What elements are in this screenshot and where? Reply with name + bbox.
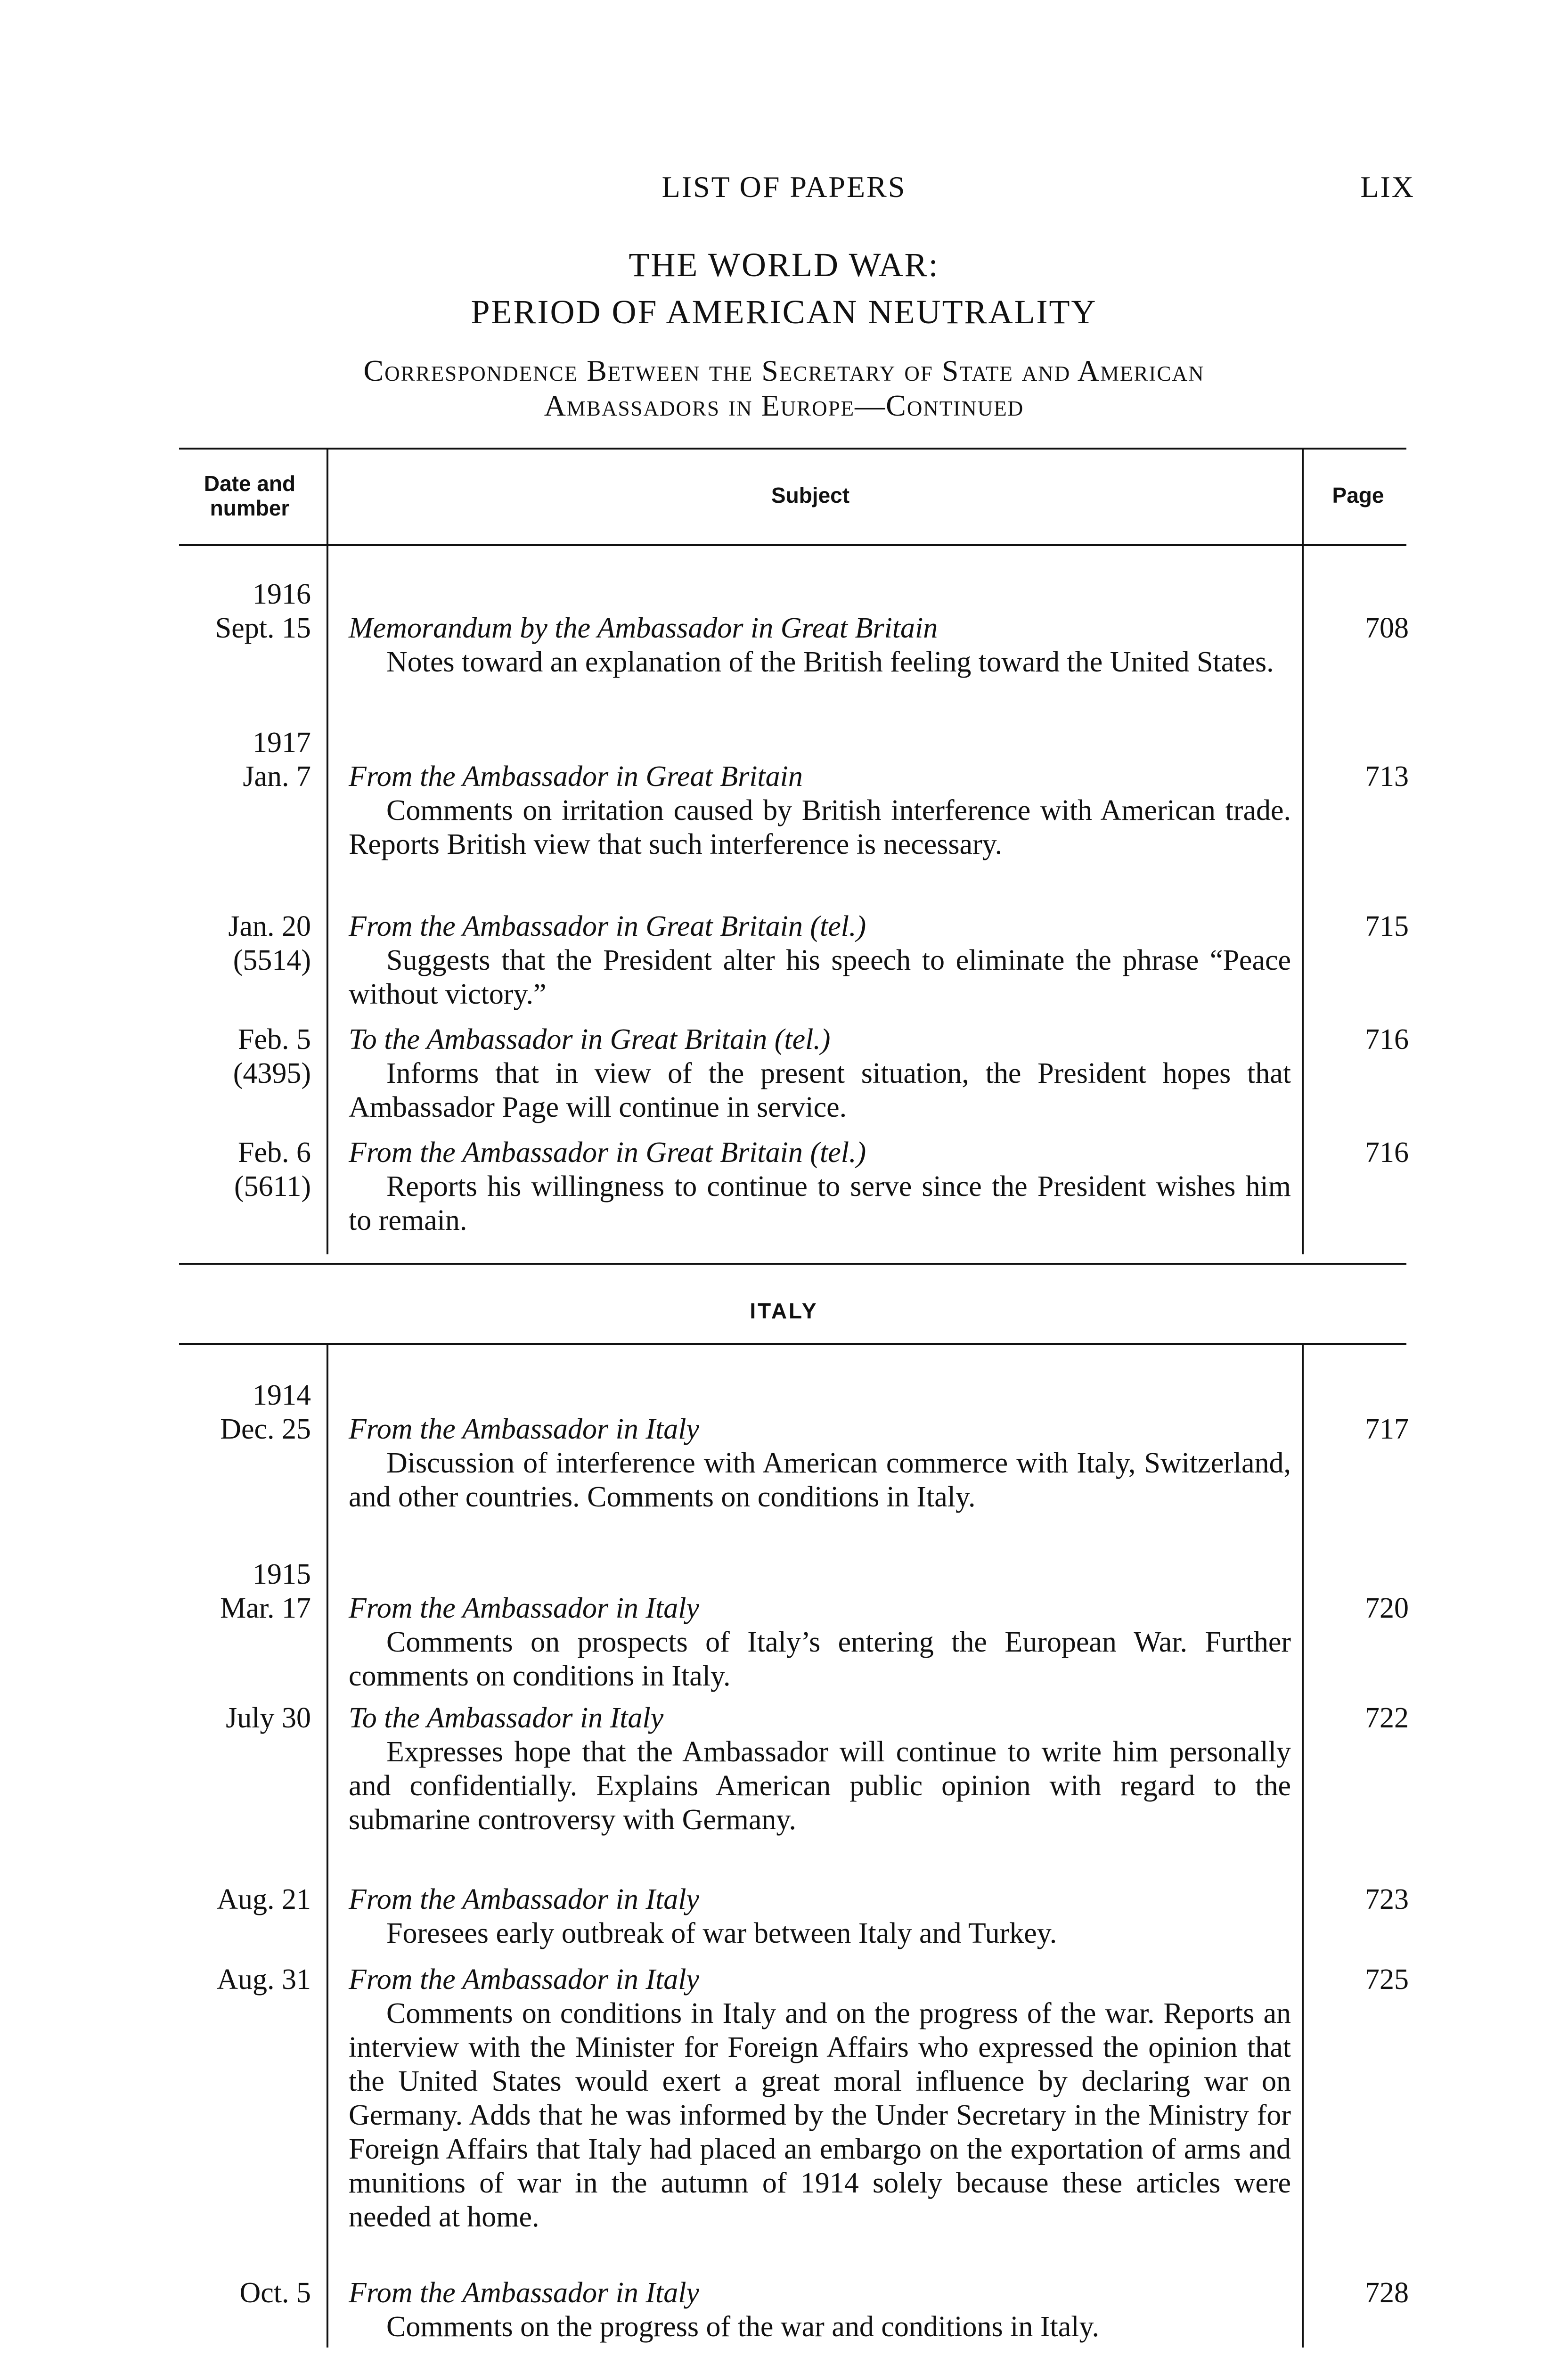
entry-subject [349,1963,1291,2234]
page-title [0,241,1568,335]
page-folio: LIX [1360,170,1415,204]
entry-day: July 30 [226,1702,311,1734]
column-divider-page [1302,449,1304,1254]
entry-day: Jan. 20 [228,910,311,942]
entry-title: From the Ambassador in Italy [349,1592,699,1624]
entry-title: From the Ambassador in Italy [349,1883,699,1915]
entry-summary: Expresses hope that the Ambassador will continue to write him personally and confidentially. Explains American public opinion with regard to the submarine controversy with Germany. [349,1736,1291,1836]
entry-summary: Reports his willingness to continue to serve since the President wishes him to remain. [349,1170,1291,1236]
entry-subject [349,611,1291,679]
entry-year: 1915 [253,1558,311,1590]
entry-subject [349,760,1291,861]
entry-summary: Suggests that the President alter his speech to eliminate the phrase “Peace without victory.” [349,944,1291,1010]
entry-date [179,909,311,977]
entry-page: 716 [1365,1023,1409,1055]
entry-summary: Comments on the progress of the war and conditions in Italy. [386,2311,1099,2343]
entry-summary: Comments on irritation caused by British interference with American trade. Reports British view that such interference is necessary. [349,794,1291,860]
entry-title: From the Ambassador in Italy [349,2277,699,2309]
entry-page: 708 [1365,612,1409,644]
entry-number: (4395) [233,1057,311,1089]
table-top-rule [179,448,1406,450]
section-heading-italy: ITALY [750,1299,818,1323]
entry-subject [349,1136,1291,1237]
entry-date [179,1378,311,1446]
entry-summary: Foresees early outbreak of war between Italy and Turkey. [386,1917,1057,1949]
entry-year: 1914 [253,1379,311,1411]
entry-summary: Comments on conditions in Italy and on the progress of the war. Reports an interview with the Minister for Foreign Affairs who expressed the opinion that the United States would exert a great moral influence by declaring war on Germany. Adds that he was informed by the Under Secretary in the Ministry for Foreign Affairs that Italy had placed an embargo on the exportation of arms and munitions of war in the autumn of 1914 solely because these articles were needed at home. [349,1997,1291,2233]
entry-day: Aug. 21 [217,1883,311,1915]
entry-day: Feb. 6 [238,1137,311,1169]
entry-subject [349,1882,1291,1950]
entry-page: 717 [1365,1413,1409,1445]
entry-day: Dec. 25 [220,1413,311,1445]
subtitle-line-1: Correspondence Between the Secretary of State and American [363,354,1205,387]
entry-page: 728 [1365,2277,1409,2309]
column-divider-date [327,449,328,1254]
entry-date [179,577,311,645]
entry-page: 725 [1365,1963,1409,1996]
entry-subject [349,1412,1291,1514]
entry-number: (5611) [234,1170,311,1203]
entry-summary: Informs that in view of the present situation, the President hopes that Ambassador Page will continue in service. [349,1057,1291,1123]
entry-day: Aug. 31 [217,1963,311,1996]
entry-page: 722 [1365,1702,1409,1734]
column-header-page: Page [1332,483,1384,507]
entry-title: From the Ambassador in Italy [349,1413,699,1445]
entry-title: From the Ambassador in Great Britain [349,761,803,793]
entry-date [179,1963,311,1996]
entry-title: From the Ambassador in Great Britain (tel.) [349,910,866,942]
column-header-date: Date and number [204,471,296,520]
entry-subject [349,2276,1291,2344]
entry-day: Mar. 17 [220,1592,311,1624]
entry-title: To the Ambassador in Italy [349,1702,664,1734]
column-header-subject: Subject [771,483,850,507]
entry-page: 720 [1365,1592,1409,1624]
entry-year: 1917 [253,727,311,759]
entry-date [179,1701,311,1735]
entry-date [179,1557,311,1625]
table-header-rule [179,544,1406,546]
entry-summary: Notes toward an explanation of the British feeling toward the United States. [386,646,1274,678]
entry-date [179,726,311,794]
entry-date [179,1882,311,1916]
entry-title: To the Ambassador in Great Britain (tel.) [349,1023,831,1055]
running-head-title: LIST OF PAPERS [662,170,906,204]
entry-day: Jan. 7 [243,761,311,793]
entry-summary: Comments on prospects of Italy’s entering the European War. Further comments on conditions in Italy. [349,1626,1291,1692]
column-divider-page [1302,1344,1304,2348]
entry-title: From the Ambassador in Italy [349,1963,699,1996]
entry-day: Feb. 5 [238,1023,311,1055]
entry-date [179,2276,311,2310]
entry-day: Sept. 15 [215,612,311,644]
entry-day: Oct. 5 [239,2277,311,2309]
title-line-1: THE WORLD WAR: [629,246,939,284]
column-divider-date [327,1344,328,2348]
entry-date [179,1136,311,1203]
entry-number: (5514) [233,944,311,976]
entry-title: From the Ambassador in Great Britain (tel.) [349,1137,866,1169]
entry-date [179,1023,311,1090]
entry-subject [349,1701,1291,1837]
entry-subject [349,1591,1291,1693]
subtitle-line-2: Ambassadors in Europe—Continued [544,389,1024,422]
entry-page: 716 [1365,1137,1409,1169]
section-bottom-rule [179,1343,1406,1345]
entry-subject [349,909,1291,1011]
running-head [0,170,1568,212]
entry-year: 1916 [253,578,311,610]
entry-page: 723 [1365,1883,1409,1915]
entry-summary: Discussion of interference with American commerce with Italy, Switzerland, and other countries. Comments on conditions in Italy. [349,1447,1291,1513]
title-line-2: PERIOD OF AMERICAN NEUTRALITY [471,293,1097,331]
entry-title: Memorandum by the Ambassador in Great Britain [349,612,938,644]
entry-page: 713 [1365,761,1409,793]
entry-page: 715 [1365,910,1409,942]
section-subtitle [0,353,1568,423]
section-top-rule [179,1263,1406,1265]
entry-subject [349,1023,1291,1124]
